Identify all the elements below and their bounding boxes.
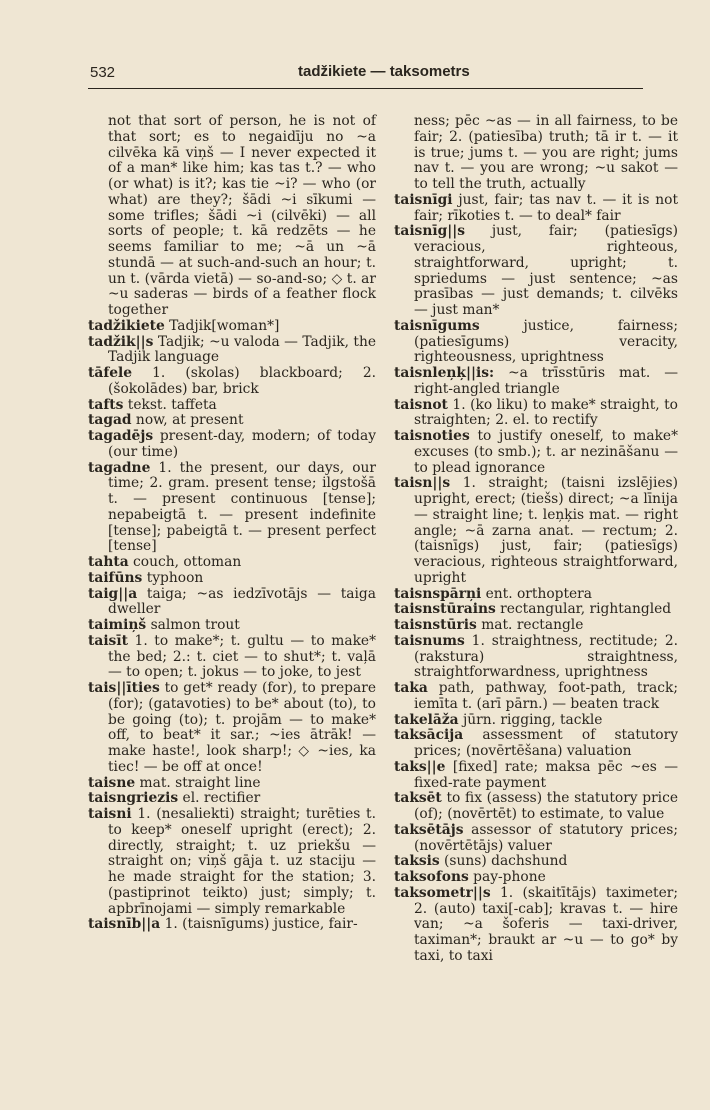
entry-headword: taksācija [394, 727, 464, 744]
entry-definition: typhoon [142, 569, 204, 586]
entry-definition: pay-phone [468, 869, 546, 885]
entry-definition: 1. to make*; t. gultu — to make* the bed; 2.: t. ciet — to shut*; t. vaļā — to open; t. jokus — to joke, to jest [108, 632, 376, 681]
entry-headword: taisnīgums [394, 317, 480, 334]
entry-definition: now, at present [131, 412, 244, 429]
dictionary-entry [394, 728, 678, 760]
entry-definition: 1. (nesaliekti) straight; turēties t. to keep* oneself upright (erect); 2. directly, straight; t. uz priekšu — straight on; viņš gāja t. uz staciju — he made straight for the station; 3. (pastiprinot teikto) just; simply; t. apbrīnojami — simply remarkable [108, 806, 376, 917]
right-column [394, 114, 678, 965]
dictionary-entry [394, 886, 678, 965]
entry-headword: taisni [88, 806, 132, 822]
entry-definition: to justify oneself, to make* excuses (to smb.); t. ar nezināšanu — to plead ignorance [414, 428, 678, 476]
entry-definition: not that sort of person, he is not of that sort; es to negaidīju no ~a cilvēka kā viņš — I never expected it of a man* like him; kas tas t.? — who (or what) is it?; kas tie ~i? — who (or what) are they?; šādi ~i sīkumi — some trifles; šādi ~i (cilvēki) — all sorts of people; t. kā redzēts — he seems familiar to me; ~ā un ~ā stundā — at such-and-such an hour; t. un t. (vārda vietā) — so-and-so; ◇ t. ar ~u saderas — birds of a feather flock together [108, 113, 376, 318]
dictionary-entry [88, 791, 376, 807]
entry-headword: tahta [88, 554, 129, 570]
dictionary-entry [394, 618, 678, 634]
entry-definition: (suns) dachshund [439, 853, 568, 870]
header-rule [88, 88, 643, 89]
entry-definition: ~a trīsstūris mat. — right-angled triangle [414, 365, 678, 397]
entry-headword: taisnoties [394, 428, 470, 444]
entry-headword: taisnums [394, 632, 465, 649]
dictionary-entry [88, 634, 376, 681]
entry-definition: to get* ready (for), to prepare (for); (gatavoties) to be* about (to), to be going (to); t. projām — to make* off, to beat* it sar.; ~ies ātrāk! — make haste!, look sharp!; ◇ ~ies, ka tiec! — be off at once! [108, 680, 376, 775]
entry-headword: taisīt [88, 632, 128, 649]
dictionary-entry [88, 114, 376, 319]
entry-definition: assessment of statutory prices; (novērtēšana) valuation [414, 727, 678, 759]
entry-headword: taksēt [394, 790, 442, 807]
dictionary-entry [394, 193, 678, 225]
entry-headword: taisn||s [394, 475, 451, 492]
dictionary-entry [394, 114, 678, 193]
entry-headword: taisngriezis [88, 790, 179, 807]
entry-headword: taisnstūris [394, 617, 477, 633]
entry-definition: path, pathway, foot-path, track; iemīta t. (arī pārn.) — beaten track [414, 680, 678, 712]
entry-headword: taisnleņķ||is: [394, 365, 495, 381]
entry-headword: tais||īties [88, 680, 160, 696]
entry-definition: 1. straightness, rectitude; 2. (rakstura) straightness, straightforwardness, uprightness [414, 632, 678, 681]
entry-definition: justice, fairness; (patiesīgums) veracity, righteousness, uprightness [414, 317, 678, 366]
entry-definition: [fixed] rate; maksa pēc ~es — fixed-rate payment [414, 758, 678, 791]
entry-headword: taksētājs [394, 821, 464, 838]
dictionary-entry [88, 413, 376, 429]
entry-definition: couch, ottoman [128, 554, 242, 570]
page-number: 532 [90, 64, 116, 81]
entry-headword: tāfele [88, 365, 133, 381]
entry-definition: to fix (assess) the statutory price (of); (novērtēt) to estimate, to value [414, 790, 678, 822]
entry-headword: tagadne [88, 459, 151, 476]
entry-headword: tadžikiete [88, 317, 165, 334]
entry-definition: salmon trout [146, 617, 240, 633]
entry-headword: taisnīgi [394, 191, 453, 208]
dictionary-entry [394, 224, 678, 319]
dictionary-entry [88, 398, 376, 414]
entry-definition: 1. the present, our days, our time; 2. gram. present tense; ilgstošā t. — present continuous [tense]; nepabeigtā t. — present indefinite [tense]; pabeigtā t. — present perfect [tense] [108, 459, 376, 555]
entry-definition: tekst. taffeta [123, 396, 217, 413]
entry-definition: just, fair; tas nav t. — it is not fair; rīkoties t. — to deal* fair [414, 191, 678, 224]
dictionary-entry [88, 461, 376, 556]
entry-definition: ness; pēc ~as — in all fairness, to be fair; 2. (patiesība) truth; tā ir t. — it is true; jums t. — you are right; jums nav t. — you are wrong; ~u sakot — to tell the truth, actually [414, 113, 678, 192]
entry-definition: 1. (taisnīgums) justice, fair- [160, 916, 358, 933]
entry-definition: Tadjik; ~u valoda — Tadjik, the Tadjik language [108, 333, 376, 366]
entry-headword: taisnspārņi [394, 585, 482, 602]
entry-definition: Tadjik[woman*] [164, 317, 280, 334]
entry-headword: taksofons [394, 869, 469, 885]
dictionary-entry [88, 681, 376, 776]
entry-headword: taksis [394, 853, 440, 870]
dictionary-entry [394, 870, 678, 886]
running-head: tadžikiete — taksometrs [298, 63, 470, 80]
entry-headword: takelāža [394, 711, 459, 728]
dictionary-entry [394, 634, 678, 681]
entry-definition: 1. (ko liku) to make* straight, to straighten; 2. el. to rectify [414, 396, 678, 429]
left-column [88, 114, 376, 933]
dictionary-entry [88, 319, 376, 335]
dictionary-entry [88, 335, 376, 367]
dictionary-entry [394, 854, 678, 870]
dictionary-entry [88, 618, 376, 634]
dictionary-entry [394, 791, 678, 823]
dictionary-entry [88, 366, 376, 398]
dictionary-entry [88, 917, 376, 933]
dictionary-entry [394, 319, 678, 366]
dictionary-entry [88, 587, 376, 619]
entry-headword: taka [394, 680, 428, 696]
entry-headword: tagadējs [88, 428, 154, 444]
entry-headword: taisne [88, 774, 136, 791]
dictionary-entry [88, 807, 376, 917]
entry-headword: tafts [88, 396, 124, 413]
entry-definition: taiga; ~as iedzīvotājs — taiga dweller [108, 585, 376, 618]
dictionary-entry [394, 429, 678, 476]
entry-definition: rectangular, rightangled [495, 601, 672, 618]
dictionary-entry [88, 555, 376, 571]
entry-definition: 1. (skaitītājs) taximeter; 2. (auto) taxi[-cab]; kravas t. — hire van; ~a šoferis — taxi-driver, taximan*; braukt ar ~u — to go* by taxi, to taxi [414, 884, 678, 964]
dictionary-entry [394, 602, 678, 618]
dictionary-entry [394, 760, 678, 792]
entry-definition: 1. straight; (taisni izslējies) upright, erect; (tiešs) direct; ~a līnija — straight line; t. leņķis mat. — right angle; ~ā zarna anat. — rectum; 2. (taisnīgs) just, fair; (patiesīgs) veracious, righteous straightforward, upright [414, 475, 678, 586]
entry-headword: tadžik||s [88, 333, 154, 350]
dictionary-entry [394, 398, 678, 430]
entry-definition: mat. rectangle [476, 617, 584, 633]
entry-headword: taksometr||s [394, 884, 491, 901]
entry-headword: taisnīb||a [88, 916, 161, 933]
entry-headword: taks||e [394, 758, 446, 775]
dictionary-entry [394, 587, 678, 603]
entry-headword: taig||a [88, 585, 138, 602]
entry-definition: el. rectifier [178, 790, 261, 807]
dictionary-entry [394, 476, 678, 586]
entry-definition: ent. orthoptera [481, 585, 593, 602]
entry-headword: taifūns [88, 569, 143, 586]
entry-definition: assessor of statutory prices; (novērtētājs) valuer [414, 821, 678, 854]
entry-headword: taimiņš [88, 617, 147, 633]
entry-definition: just, fair; (patiesīgs) veracious, righteous, straightforward, upright; t. spriedums — just sentence; ~as prasības — just demands; t. cilvēks — just man* [414, 223, 678, 318]
entry-headword: taisnīg||s [394, 223, 466, 240]
dictionary-entry [394, 823, 678, 855]
entry-definition: 1. (skolas) blackboard; 2. (šokolādes) bar, brick [108, 365, 376, 397]
entry-headword: tagad [88, 412, 132, 429]
dictionary-entry [394, 713, 678, 729]
entry-definition: jūrn. rigging, tackle [458, 711, 603, 728]
entry-definition: mat. straight line [135, 774, 261, 791]
dictionary-entry [88, 429, 376, 461]
entry-definition: present-day, modern; of today (our time) [108, 428, 376, 460]
dictionary-entry [394, 366, 678, 398]
dictionary-entry [88, 776, 376, 792]
entry-headword: taisnot [394, 396, 448, 413]
dictionary-entry [394, 681, 678, 713]
dictionary-entry [88, 571, 376, 587]
entry-headword: taisnstūrains [394, 601, 496, 618]
